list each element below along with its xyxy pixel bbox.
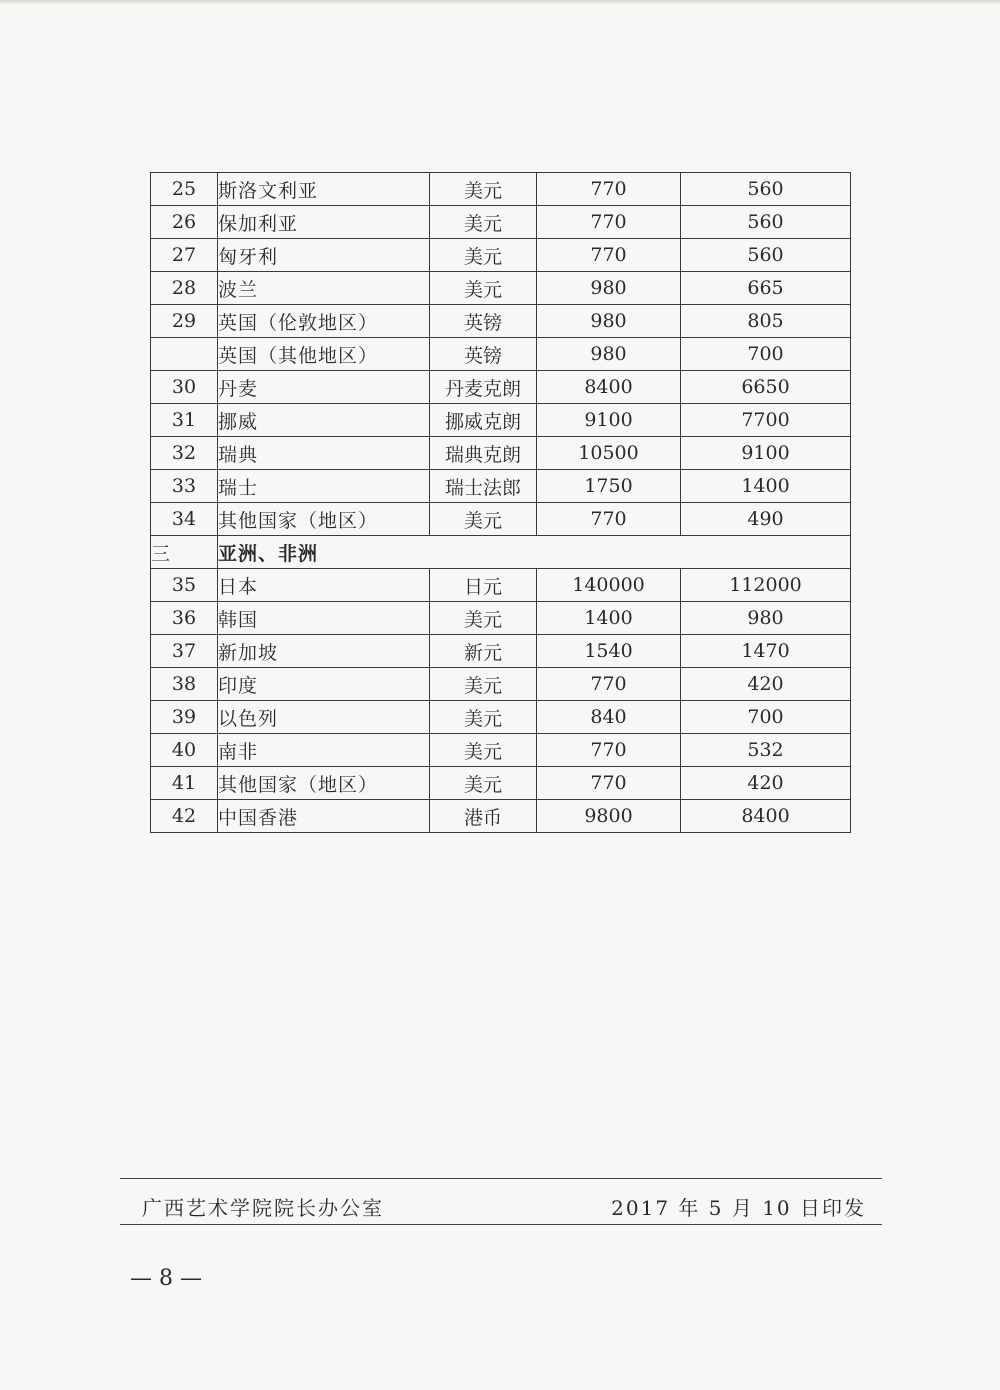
- row-standard-a: 770: [537, 503, 681, 536]
- row-standard-a: 9100: [537, 404, 681, 437]
- row-currency: 美元: [430, 668, 537, 701]
- row-number: 28: [151, 272, 218, 305]
- table-row: [151, 734, 851, 767]
- row-number: 27: [151, 239, 218, 272]
- scan-top-edge: [0, 0, 1000, 5]
- row-country: 韩国: [218, 602, 430, 635]
- row-country: 挪威: [218, 404, 430, 437]
- section-number: 三: [151, 536, 218, 569]
- row-number: 37: [151, 635, 218, 668]
- row-currency: 瑞典克朗: [430, 437, 537, 470]
- row-standard-a: 1750: [537, 470, 681, 503]
- row-currency: 日元: [430, 569, 537, 602]
- table-row: [151, 635, 851, 668]
- row-number: 35: [151, 569, 218, 602]
- row-standard-a: 770: [537, 668, 681, 701]
- row-country: 瑞士: [218, 470, 430, 503]
- row-currency: 丹麦克朗: [430, 371, 537, 404]
- table-row: [151, 404, 851, 437]
- row-standard-b: 6650: [681, 371, 851, 404]
- rates-table-body-europe: [151, 173, 851, 536]
- row-standard-b: 112000: [681, 569, 851, 602]
- row-standard-b: 805: [681, 305, 851, 338]
- row-standard-b: 420: [681, 767, 851, 800]
- row-standard-b: 1470: [681, 635, 851, 668]
- row-country: 中国香港: [218, 800, 430, 833]
- table-row: [151, 272, 851, 305]
- row-standard-a: 140000: [537, 569, 681, 602]
- table-row: [151, 173, 851, 206]
- row-number: 32: [151, 437, 218, 470]
- section-title: 亚洲、非洲: [218, 536, 851, 569]
- table-row: [151, 338, 851, 371]
- row-standard-b: 560: [681, 239, 851, 272]
- row-standard-a: 1400: [537, 602, 681, 635]
- table-row: [151, 239, 851, 272]
- row-currency: 瑞士法郎: [430, 470, 537, 503]
- row-standard-a: 9800: [537, 800, 681, 833]
- table-row: [151, 701, 851, 734]
- row-number: 33: [151, 470, 218, 503]
- row-country: 日本: [218, 569, 430, 602]
- row-number: [151, 338, 218, 371]
- row-country: 瑞典: [218, 437, 430, 470]
- row-country: 保加利亚: [218, 206, 430, 239]
- row-currency: 美元: [430, 173, 537, 206]
- row-standard-b: 560: [681, 173, 851, 206]
- row-standard-a: 770: [537, 767, 681, 800]
- footer-issuer: 广西艺术学院院长办公室: [142, 1196, 384, 1220]
- row-standard-a: 840: [537, 701, 681, 734]
- row-standard-b: 1400: [681, 470, 851, 503]
- row-standard-a: 980: [537, 338, 681, 371]
- table-row: [151, 503, 851, 536]
- table-row: [151, 437, 851, 470]
- row-country: 南非: [218, 734, 430, 767]
- section-row: [151, 536, 851, 569]
- row-standard-a: 1540: [537, 635, 681, 668]
- row-number: 29: [151, 305, 218, 338]
- table-row: [151, 668, 851, 701]
- row-standard-b: 7700: [681, 404, 851, 437]
- row-standard-a: 980: [537, 272, 681, 305]
- row-standard-a: 10500: [537, 437, 681, 470]
- row-currency: 美元: [430, 239, 537, 272]
- row-number: 39: [151, 701, 218, 734]
- table-row: [151, 569, 851, 602]
- table-row: [151, 767, 851, 800]
- row-number: 25: [151, 173, 218, 206]
- row-number: 36: [151, 602, 218, 635]
- row-standard-b: 665: [681, 272, 851, 305]
- row-number: 41: [151, 767, 218, 800]
- table-row: [151, 800, 851, 833]
- footer-rule-top: [120, 1178, 882, 1179]
- row-currency: 美元: [430, 272, 537, 305]
- row-country: 新加坡: [218, 635, 430, 668]
- rates-table-body-asia-africa: [151, 569, 851, 833]
- row-number: 30: [151, 371, 218, 404]
- row-currency: 美元: [430, 734, 537, 767]
- row-standard-b: 700: [681, 701, 851, 734]
- row-country: 英国（伦敦地区）: [218, 305, 430, 338]
- row-country: 印度: [218, 668, 430, 701]
- row-number: 40: [151, 734, 218, 767]
- row-standard-b: 700: [681, 338, 851, 371]
- row-country: 其他国家（地区）: [218, 767, 430, 800]
- row-standard-b: 490: [681, 503, 851, 536]
- row-number: 31: [151, 404, 218, 437]
- rates-table-section: [151, 536, 851, 569]
- row-standard-b: 420: [681, 668, 851, 701]
- row-number: 26: [151, 206, 218, 239]
- table-row: [151, 371, 851, 404]
- row-standard-b: 560: [681, 206, 851, 239]
- row-number: 38: [151, 668, 218, 701]
- row-standard-b: 9100: [681, 437, 851, 470]
- row-currency: 新元: [430, 635, 537, 668]
- row-country: 匈牙利: [218, 239, 430, 272]
- row-country: 丹麦: [218, 371, 430, 404]
- row-country: 英国（其他地区）: [218, 338, 430, 371]
- footer-issue-date: 2017 年 5 月 10 日印发: [611, 1196, 866, 1220]
- table-row: [151, 305, 851, 338]
- row-currency: 港币: [430, 800, 537, 833]
- row-number: 34: [151, 503, 218, 536]
- row-standard-a: 770: [537, 239, 681, 272]
- table-row: [151, 206, 851, 239]
- row-currency: 英镑: [430, 338, 537, 371]
- row-currency: 美元: [430, 503, 537, 536]
- row-currency: 美元: [430, 767, 537, 800]
- row-currency: 美元: [430, 701, 537, 734]
- row-country: 斯洛文利亚: [218, 173, 430, 206]
- row-standard-a: 770: [537, 173, 681, 206]
- row-currency: 美元: [430, 206, 537, 239]
- rates-table: [150, 172, 851, 833]
- footer-rule-bottom: [120, 1224, 882, 1225]
- row-standard-b: 8400: [681, 800, 851, 833]
- row-standard-b: 532: [681, 734, 851, 767]
- table-row: [151, 602, 851, 635]
- table-row: [151, 470, 851, 503]
- row-currency: 美元: [430, 602, 537, 635]
- page-number: — 8 —: [130, 1266, 202, 1291]
- row-standard-a: 770: [537, 206, 681, 239]
- row-country: 其他国家（地区）: [218, 503, 430, 536]
- row-standard-a: 980: [537, 305, 681, 338]
- row-country: 以色列: [218, 701, 430, 734]
- row-number: 42: [151, 800, 218, 833]
- row-standard-b: 980: [681, 602, 851, 635]
- row-standard-a: 770: [537, 734, 681, 767]
- row-currency: 挪威克朗: [430, 404, 537, 437]
- row-currency: 英镑: [430, 305, 537, 338]
- row-country: 波兰: [218, 272, 430, 305]
- row-standard-a: 8400: [537, 371, 681, 404]
